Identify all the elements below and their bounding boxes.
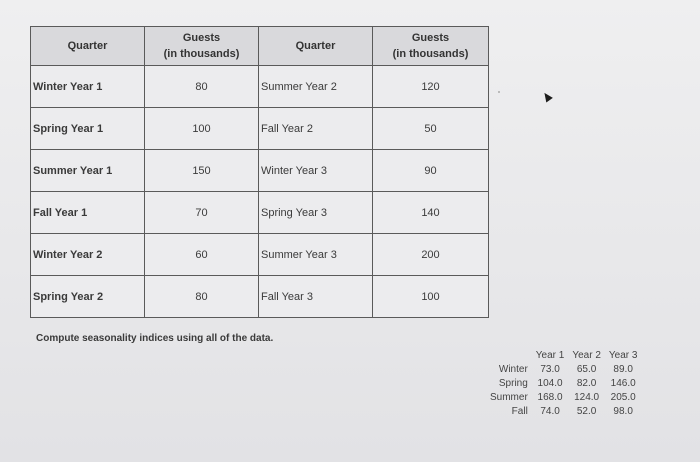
table-row — [31, 66, 489, 108]
guests-cell: 200 — [373, 234, 489, 276]
summary-row-label: Summer — [490, 391, 528, 403]
guests-table — [30, 26, 489, 318]
summary-value: 146.0 — [610, 377, 636, 389]
quarter-cell: Winter Year 3 — [259, 150, 373, 192]
table-row — [31, 276, 489, 318]
quarter-cell: Fall Year 1 — [31, 192, 145, 234]
stray-mark — [498, 91, 500, 93]
quarter-cell: Spring Year 3 — [259, 192, 373, 234]
summary-row-label: Spring — [498, 377, 528, 389]
quarter-cell: Summer Year 1 — [31, 150, 145, 192]
summary-value: 168.0 — [537, 391, 563, 403]
summary-col-header: Year 3 — [608, 349, 638, 361]
header-quarter-2: Quarter — [259, 27, 373, 66]
guests-cell: 150 — [145, 150, 259, 192]
guests-cell: 80 — [145, 276, 259, 318]
header-quarter-1: Quarter — [31, 27, 145, 66]
summary-row — [486, 404, 641, 418]
table-row — [31, 234, 489, 276]
table-row — [31, 192, 489, 234]
table-header-row — [31, 27, 489, 66]
guests-cell: 70 — [145, 192, 259, 234]
guests-cell: 50 — [373, 108, 489, 150]
table-row — [31, 150, 489, 192]
summary-value: 65.0 — [576, 363, 597, 375]
summary-col-header: Year 2 — [572, 349, 601, 361]
summary-value: 104.0 — [537, 377, 563, 389]
quarter-cell: Spring Year 2 — [31, 276, 145, 318]
summary-row-label: Winter — [498, 363, 528, 375]
summary-col-header: Year 1 — [535, 349, 565, 361]
summary-row — [486, 362, 641, 376]
summary-value: 82.0 — [576, 377, 597, 389]
summary-row — [486, 390, 641, 404]
guests-cell: 100 — [373, 276, 489, 318]
summary-row-label: Fall — [511, 405, 528, 417]
quarter-cell: Fall Year 3 — [259, 276, 373, 318]
header-guests-1: Guests (in thousands) — [145, 27, 259, 66]
guests-cell: 120 — [373, 66, 489, 108]
mouse-pointer-icon — [541, 91, 553, 103]
guests-cell: 60 — [145, 234, 259, 276]
quarter-cell: Winter Year 2 — [31, 234, 145, 276]
quarter-cell: Spring Year 1 — [31, 108, 145, 150]
summary-corner — [486, 348, 532, 362]
guests-cell: 90 — [373, 150, 489, 192]
summary-value: 73.0 — [540, 363, 560, 375]
table-row — [31, 108, 489, 150]
question-prompt: Compute seasonality indices using all of the data. — [36, 333, 274, 344]
guests-cell: 80 — [145, 66, 259, 108]
guests-cell: 100 — [145, 108, 259, 150]
quarter-cell: Fall Year 2 — [259, 108, 373, 150]
summary-value: 89.0 — [613, 363, 633, 375]
quarter-cell: Summer Year 3 — [259, 234, 373, 276]
quarter-cell: Summer Year 2 — [259, 66, 373, 108]
summary-value: 205.0 — [610, 391, 636, 403]
header-guests-2: Guests (in thousands) — [373, 27, 489, 66]
summary-table — [486, 348, 641, 418]
guests-cell: 140 — [373, 192, 489, 234]
summary-value: 52.0 — [576, 405, 597, 417]
summary-value: 74.0 — [540, 405, 560, 417]
quarter-cell: Winter Year 1 — [31, 66, 145, 108]
summary-header-row — [486, 348, 641, 362]
summary-value: 98.0 — [613, 405, 633, 417]
summary-row — [486, 376, 641, 390]
summary-value: 124.0 — [574, 391, 600, 403]
